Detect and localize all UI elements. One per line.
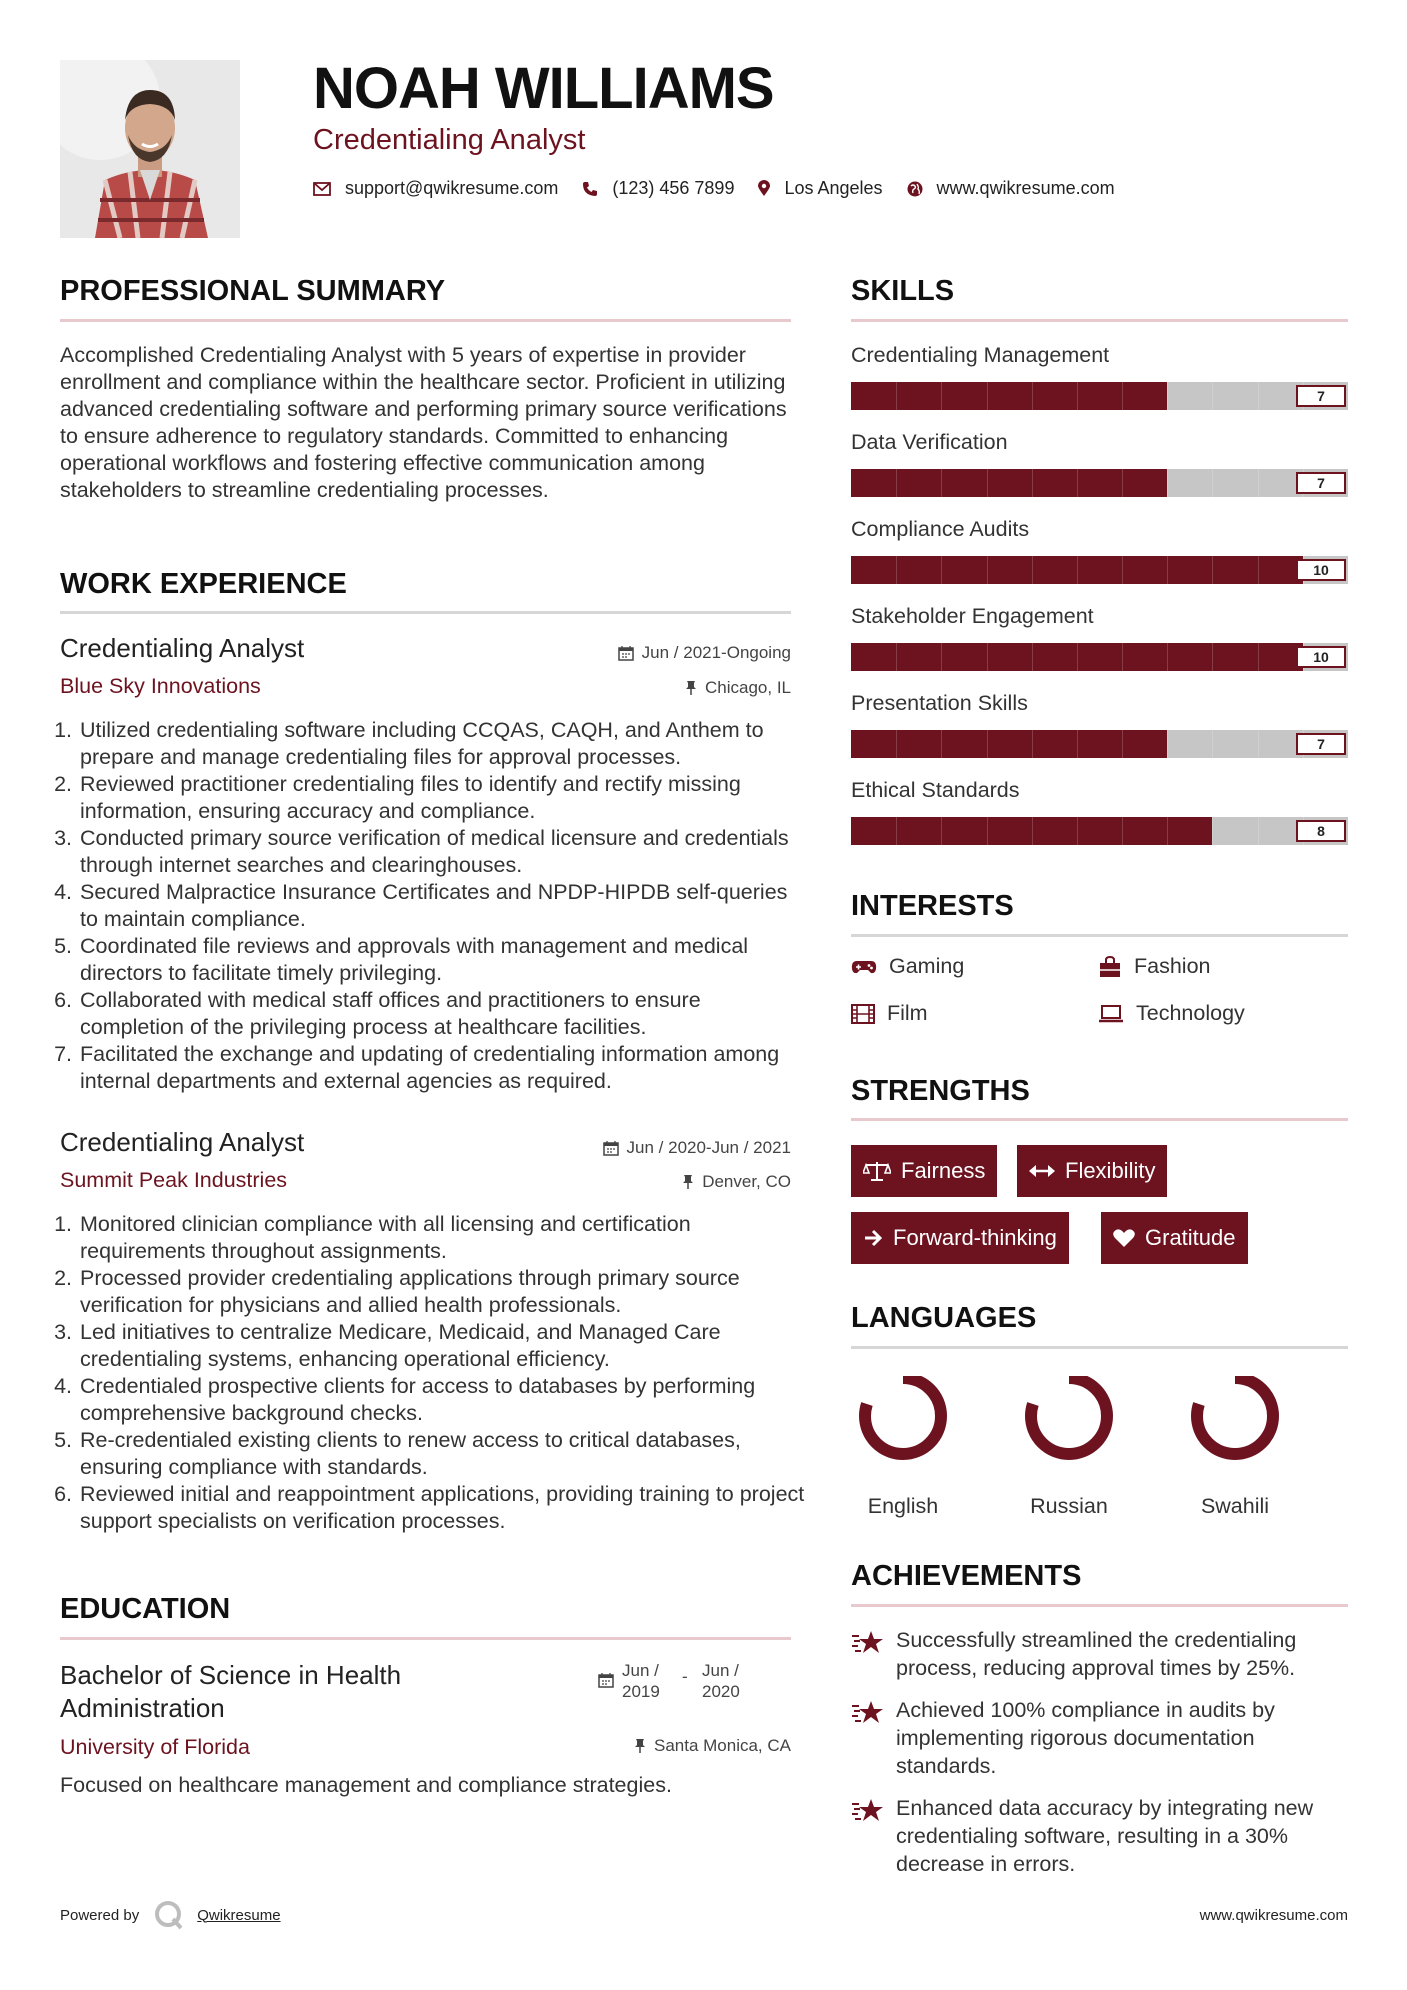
skill-bar-divider [1032, 817, 1033, 845]
skill-bar-divider [1258, 730, 1259, 758]
skill-bar-divider [1212, 382, 1213, 410]
language-name: Swahili [1200, 1494, 1270, 1518]
list-item: 3. Conducted primary source verification of medical licensure and credentials through internet searches and clearinghouses. [78, 825, 809, 879]
contact-email[interactable] [313, 178, 558, 199]
experience-heading: WORK EXPERIENCE [60, 568, 347, 600]
skill-bar-divider [941, 469, 942, 497]
job-title: Credentialing Analyst [60, 633, 305, 663]
strength-gratitude [1101, 1212, 1248, 1264]
education-dates [598, 1660, 762, 1702]
phone-text: (123) 456 7899 [612, 178, 735, 198]
skill-bar-divider [1032, 556, 1033, 584]
list-item: 6. Collaborated with medical staff offices and practitioners to ensure completion of the privileging process at healthcare facilities. [78, 987, 809, 1041]
skill-bar-divider [987, 643, 988, 671]
strengths-heading: STRENGTHS [851, 1075, 1030, 1107]
languages-divider [851, 1346, 1348, 1349]
language-level-arc [865, 1378, 941, 1454]
skill-label: Stakeholder Engagement [851, 604, 1094, 628]
skill-bar-divider [1258, 469, 1259, 497]
language-item [1175, 1376, 1295, 1518]
map-pin-icon [758, 180, 770, 197]
skill-bar-divider [1122, 730, 1123, 758]
candidate-title: Credentialing Analyst [313, 124, 586, 156]
list-item: 2. Processed provider credentialing applications through primary source verification for physicians and allied health professionals. [78, 1265, 809, 1319]
education-start: Jun / 2019 [622, 1661, 660, 1701]
calendar-icon [603, 1140, 619, 1156]
job-company: Blue Sky Innovations [60, 674, 261, 698]
interests-divider [851, 934, 1348, 937]
skill-bar-divider [896, 382, 897, 410]
envelope-icon [313, 182, 331, 196]
education-location-text: Santa Monica, CA [653, 1736, 791, 1755]
skill-bar-divider [1122, 469, 1123, 497]
job-dates [603, 1138, 791, 1158]
skill-bar-divider [896, 469, 897, 497]
education-location [634, 1736, 791, 1756]
strength-forward-thinking [851, 1212, 1069, 1264]
pushpin-icon [685, 680, 697, 696]
skill-label: Presentation Skills [851, 691, 1028, 715]
skill-bar-divider [1077, 643, 1078, 671]
job-location-text: Chicago, IL [705, 678, 791, 697]
skill-label: Compliance Audits [851, 517, 1030, 541]
language-ring [1009, 1376, 1129, 1466]
strength-label: Forward-thinking [893, 1225, 1057, 1250]
strength-label: Flexibility [1065, 1158, 1156, 1183]
job-dates-text: Jun / 2020-Jun / 2021 [626, 1138, 791, 1157]
skill-score: 7 [1296, 733, 1346, 755]
list-item: 3. Led initiatives to centralize Medicare, Medicaid, and Managed Care credentialing systems, enhancing operational efficiency. [78, 1319, 809, 1373]
star-award-icon [851, 1698, 885, 1726]
language-name: Russian [1030, 1494, 1108, 1518]
skill-label: Credentialing Management [851, 343, 1110, 367]
calendar-icon [618, 645, 634, 661]
skill-bar-divider [987, 817, 988, 845]
interest-film [851, 1001, 928, 1026]
heart-icon [1113, 1228, 1135, 1248]
achievement-text: Successfully streamlined the credentialing process, reducing approval times by 25%. [896, 1628, 1297, 1680]
skill-bar-divider [896, 817, 897, 845]
language-level-arc [1197, 1378, 1273, 1454]
star-award-icon [851, 1628, 885, 1656]
candidate-name: NOAH WILLIAMS [313, 56, 774, 121]
experience-divider [60, 611, 791, 614]
skill-bar-divider [941, 556, 942, 584]
shopping-bag-icon [1098, 956, 1122, 978]
skill-bar-divider [1167, 469, 1168, 497]
education-end: Jun / 2020 [702, 1661, 740, 1701]
globe-icon [907, 181, 923, 197]
language-ring [843, 1376, 963, 1466]
job-responsibilities [60, 717, 809, 1095]
skill-bar-divider [1122, 643, 1123, 671]
skill-bar-divider [1167, 556, 1168, 584]
skill-score: 10 [1296, 559, 1346, 581]
language-ring [1175, 1376, 1295, 1466]
qwikresume-logo-icon [153, 1900, 185, 1930]
skill-bar-divider [1258, 643, 1259, 671]
skill-bar-divider [896, 643, 897, 671]
list-item: 6. Reviewed initial and reappointment applications, providing training to project support specialists on verification processes. [78, 1481, 809, 1535]
contact-website[interactable] [907, 178, 1115, 199]
skill-label: Data Verification [851, 430, 1008, 454]
contact-phone[interactable] [582, 178, 734, 199]
skill-bar-divider [1122, 382, 1123, 410]
balance-scale-icon [863, 1160, 891, 1182]
job-company: Summit Peak Industries [60, 1168, 288, 1192]
summary-divider [60, 319, 791, 322]
skill-bar-divider [1167, 730, 1168, 758]
education-heading: EDUCATION [60, 1593, 231, 1625]
job-dates [618, 643, 791, 663]
strengths-divider [851, 1118, 1348, 1121]
skill-score: 7 [1296, 385, 1346, 407]
skill-score: 10 [1296, 646, 1346, 668]
job-title: Credentialing Analyst [60, 1127, 305, 1157]
skill-bar-divider [1032, 382, 1033, 410]
education-school: University of Florida [60, 1735, 250, 1759]
star-award-icon [851, 1796, 885, 1824]
skill-bar [851, 643, 1348, 671]
skill-bar-divider [1077, 469, 1078, 497]
powered-by-text: Powered by [60, 1906, 140, 1924]
strength-fairness [851, 1145, 997, 1197]
language-level-arc [1031, 1378, 1107, 1454]
skill-bar-divider [1077, 817, 1078, 845]
strength-flexibility [1017, 1145, 1167, 1197]
interest-fashion [1098, 954, 1211, 979]
skill-bar [851, 730, 1348, 758]
skills-divider [851, 319, 1348, 322]
list-item: 1. Utilized credentialing software including CCQAS, CAQH, and Anthem to prepare and manage credentialing files for approval processes. [78, 717, 809, 771]
footer-url[interactable]: www.qwikresume.com [1199, 1907, 1348, 1924]
skill-bar-divider [1077, 730, 1078, 758]
skill-bar-divider [987, 382, 988, 410]
gamepad-icon [851, 959, 877, 975]
summary-text: Accomplished Credentialing Analyst with 5 years of expertise in provider enrollment and compliance within the healthcare sector. Proficient in utilizing advanced credentialing software and performing primary source verifications to ensure adherence to regulatory standards. Committed to enhancing operational workflows and fostering effective communication among stakeholders to streamline credentialing processes. [60, 343, 787, 502]
list-item: 1. Monitored clinician compliance with all licensing and certification requirements throughout assignments. [78, 1211, 809, 1265]
job-dates-text: Jun / 2021-Ongoing [641, 643, 791, 662]
skill-bar-divider [987, 730, 988, 758]
skill-bar-fill [851, 730, 1167, 758]
list-item: 5. Re-credentialed existing clients to renew access to critical databases, ensuring compliance with standards. [78, 1427, 809, 1481]
summary-heading: PROFESSIONAL SUMMARY [60, 275, 446, 307]
skill-bar-divider [1212, 469, 1213, 497]
skill-bar [851, 556, 1348, 584]
achievements-heading: ACHIEVEMENTS [851, 1560, 1082, 1592]
calendar-icon [598, 1672, 614, 1688]
contact-location [758, 178, 882, 199]
skill-bar [851, 469, 1348, 497]
footer-credit [60, 1900, 281, 1930]
skill-bar-divider [1032, 469, 1033, 497]
interest-gaming [851, 954, 964, 979]
skill-bar-divider [1032, 643, 1033, 671]
double-arrow-icon [1029, 1164, 1055, 1178]
skill-bar-divider [1167, 382, 1168, 410]
film-icon [851, 1004, 875, 1024]
language-item [843, 1376, 963, 1518]
skill-bar-divider [941, 730, 942, 758]
skill-bar-divider [1258, 556, 1259, 584]
education-degree: Bachelor of Science in Health Administration [60, 1660, 402, 1723]
skills-heading: SKILLS [851, 275, 955, 307]
interest-technology [1098, 1001, 1245, 1026]
interest-label: Fashion [1134, 954, 1211, 978]
interest-label: Film [887, 1001, 928, 1025]
location-text: Los Angeles [784, 178, 883, 198]
language-name: English [867, 1494, 939, 1518]
job-responsibilities [60, 1211, 809, 1535]
skill-score: 7 [1296, 472, 1346, 494]
skill-bar-divider [987, 469, 988, 497]
strength-label: Fairness [901, 1158, 986, 1183]
skill-bar-divider [1212, 730, 1213, 758]
skill-bar-fill [851, 382, 1167, 410]
website-text: www.qwikresume.com [936, 178, 1115, 198]
profile-photo [60, 60, 240, 238]
skill-bar-divider [1077, 556, 1078, 584]
skill-bar-divider [1122, 556, 1123, 584]
education-divider [60, 1637, 791, 1640]
pushpin-icon [682, 1174, 694, 1190]
skill-bar-divider [1212, 556, 1213, 584]
achievements-divider [851, 1604, 1348, 1607]
pushpin-icon [634, 1738, 646, 1754]
brand-link[interactable]: Qwikresume [197, 1906, 281, 1924]
arrow-right-icon [863, 1228, 883, 1248]
education-description: Focused on healthcare management and compliance strategies. [60, 1773, 672, 1797]
skill-bar [851, 817, 1348, 845]
achievement-text: Achieved 100% compliance in audits by implementing rigorous documentation standards. [896, 1698, 1275, 1778]
skill-bar-divider [1167, 643, 1168, 671]
list-item: 4. Secured Malpractice Insurance Certificates and NPDP-HIPDB self-queries to maintain compliance. [78, 879, 809, 933]
achievement-text: Enhanced data accuracy by integrating new credentialing software, resulting in a 30% decrease in errors. [896, 1796, 1314, 1876]
language-item [1009, 1376, 1129, 1518]
skill-bar-divider [1077, 382, 1078, 410]
contact-bar [313, 178, 1139, 199]
skill-score: 8 [1296, 820, 1346, 842]
skill-bar-divider [1258, 382, 1259, 410]
skill-bar-divider [896, 556, 897, 584]
skill-label: Ethical Standards [851, 778, 1020, 802]
list-item: 7. Facilitated the exchange and updating of credentialing information among internal departments and external agencies as required. [78, 1041, 809, 1095]
skill-bar-fill [851, 469, 1167, 497]
interest-label: Gaming [889, 954, 965, 978]
skill-bar-divider [896, 730, 897, 758]
skill-bar-divider [941, 817, 942, 845]
skill-bar-divider [1258, 817, 1259, 845]
job-location [685, 678, 791, 698]
skill-bar-divider [987, 556, 988, 584]
skill-bar-divider [1167, 817, 1168, 845]
date-separator: - [682, 1667, 688, 1686]
languages-heading: LANGUAGES [851, 1302, 1037, 1334]
skill-bar-divider [1212, 643, 1213, 671]
strength-label: Gratitude [1145, 1225, 1236, 1250]
email-text: support@qwikresume.com [345, 178, 559, 198]
laptop-icon [1098, 1005, 1124, 1023]
job-location-text: Denver, CO [702, 1172, 791, 1191]
interest-label: Technology [1136, 1001, 1245, 1025]
skill-bar-divider [1212, 817, 1213, 845]
skill-bar-divider [941, 382, 942, 410]
list-item: 4. Credentialed prospective clients for access to databases by performing comprehensive background checks. [78, 1373, 809, 1427]
skill-bar-divider [941, 643, 942, 671]
job-location [682, 1172, 791, 1192]
skill-bar-divider [1032, 730, 1033, 758]
list-item: 2. Reviewed practitioner credentialing files to identify and rectify missing information, ensuring accuracy and compliance. [78, 771, 809, 825]
skill-bar [851, 382, 1348, 410]
skill-bar-divider [1122, 817, 1123, 845]
list-item: 5. Coordinated file reviews and approvals with management and medical directors to facilitate timely privileging. [78, 933, 809, 987]
interests-heading: INTERESTS [851, 890, 1014, 922]
phone-icon [582, 181, 598, 197]
